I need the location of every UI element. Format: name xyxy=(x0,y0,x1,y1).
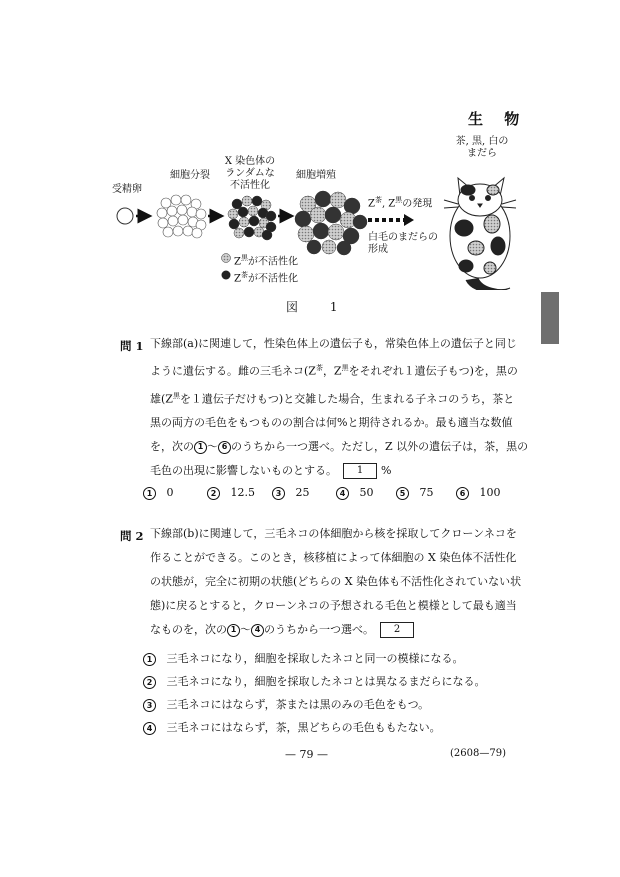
question-1-heading: 問 1 xyxy=(120,339,144,353)
proliferated-cells xyxy=(295,191,367,255)
page-number: — 79 — xyxy=(285,748,328,761)
subject-title: 生 物 xyxy=(468,110,528,128)
figure-caption: 図 1 xyxy=(286,300,352,314)
question-2-body: 下線部(b)に関連して，三毛ネコの体細胞から核を採取してクローンネコを 作ることができる。このとき，核移植によって体細胞の X 染色体不活性化 の状態が，完全に初期の状態(どちらの X 染色体も不活性化されていない状 態)に戻るとすると，クローンネコの予想される毛色と模様として最も適当 なものを，次の 1 ～ 4 のうちから一つ選べ。 2 xyxy=(150,527,522,636)
label-egg: 受精卵 xyxy=(112,184,142,195)
legend-gray-label: $Z^黒$が不活性化 xyxy=(234,254,298,268)
inactivated-cells xyxy=(228,196,276,240)
label-cat: 茶, 黒, 白の まだら xyxy=(455,136,509,159)
label-proliferation: 細胞増殖 xyxy=(296,170,336,181)
answer-box-1[interactable]: 1 xyxy=(343,463,377,479)
question-2-heading: 問 2 xyxy=(120,529,144,543)
choice-3[interactable]: 3 三毛ネコにはならず，茶または黒のみの毛色をもつ。 xyxy=(143,696,429,712)
option-5[interactable]: 5 75 xyxy=(396,486,434,500)
label-expression: $Z^茶$, $Z^黒$の発現 xyxy=(368,196,433,210)
question-1-options xyxy=(143,486,503,502)
option-2[interactable]: 2 12.5 xyxy=(207,486,255,500)
divided-cells xyxy=(157,195,206,238)
choice-4[interactable]: 4 三毛ネコにはならず，茶，黒どちらの毛色ももたない。 xyxy=(143,719,441,735)
figure-1 xyxy=(100,120,540,290)
egg-cell xyxy=(117,208,133,224)
option-3[interactable]: 3 25 xyxy=(272,486,310,500)
label-x-inactivation: X 染色体の ランダムな 不活性化 xyxy=(224,156,276,191)
label-white-spots: 白毛のまだらの 形成 xyxy=(368,232,438,255)
question-1-body: 下線部(a)に関連して，性染色体上の遺伝子も，常染色体上の遺伝子と同じ ように遺伝する。雌の三毛ネコ($Z^茶$，$Z^黒$をそれぞれ１遺伝子もつ)を，黒の 雄($Z^黒$を１遺伝子だけもつ)と交雑した場合，生まれる子ネコのうち，茶と 黒の両方の毛色をもつものの割合は何%と期待されるか。最も適当な数値 を，次の 1 ～ 6 のうちから一つ選べ。ただし，Z 以外の遺伝子は，茶，黒の 毛色の出現に影響しないものとする。 1 % xyxy=(150,337,529,478)
section-tab xyxy=(541,292,559,344)
choice-2[interactable]: 2 三毛ネコになり，細胞を採取したネコとは異なるまだらになる。 xyxy=(143,673,486,689)
label-division: 細胞分裂 xyxy=(170,170,210,181)
option-4[interactable]: 4 50 xyxy=(336,486,374,500)
answer-box-2[interactable]: 2 xyxy=(380,622,414,638)
option-6[interactable]: 6 100 xyxy=(456,486,501,500)
legend-black-dot xyxy=(222,271,231,280)
legend-gray-dot xyxy=(222,254,231,263)
figure-diagram xyxy=(100,120,540,290)
legend-black-label: $Z^茶$が不活性化 xyxy=(234,271,298,285)
cat-illustration xyxy=(444,178,516,290)
option-1[interactable]: 1 0 xyxy=(143,486,174,500)
choice-1[interactable]: 1 三毛ネコになり，細胞を採取したネコと同一の模様になる。 xyxy=(143,650,464,666)
page-code: (2608—79) xyxy=(450,748,506,759)
